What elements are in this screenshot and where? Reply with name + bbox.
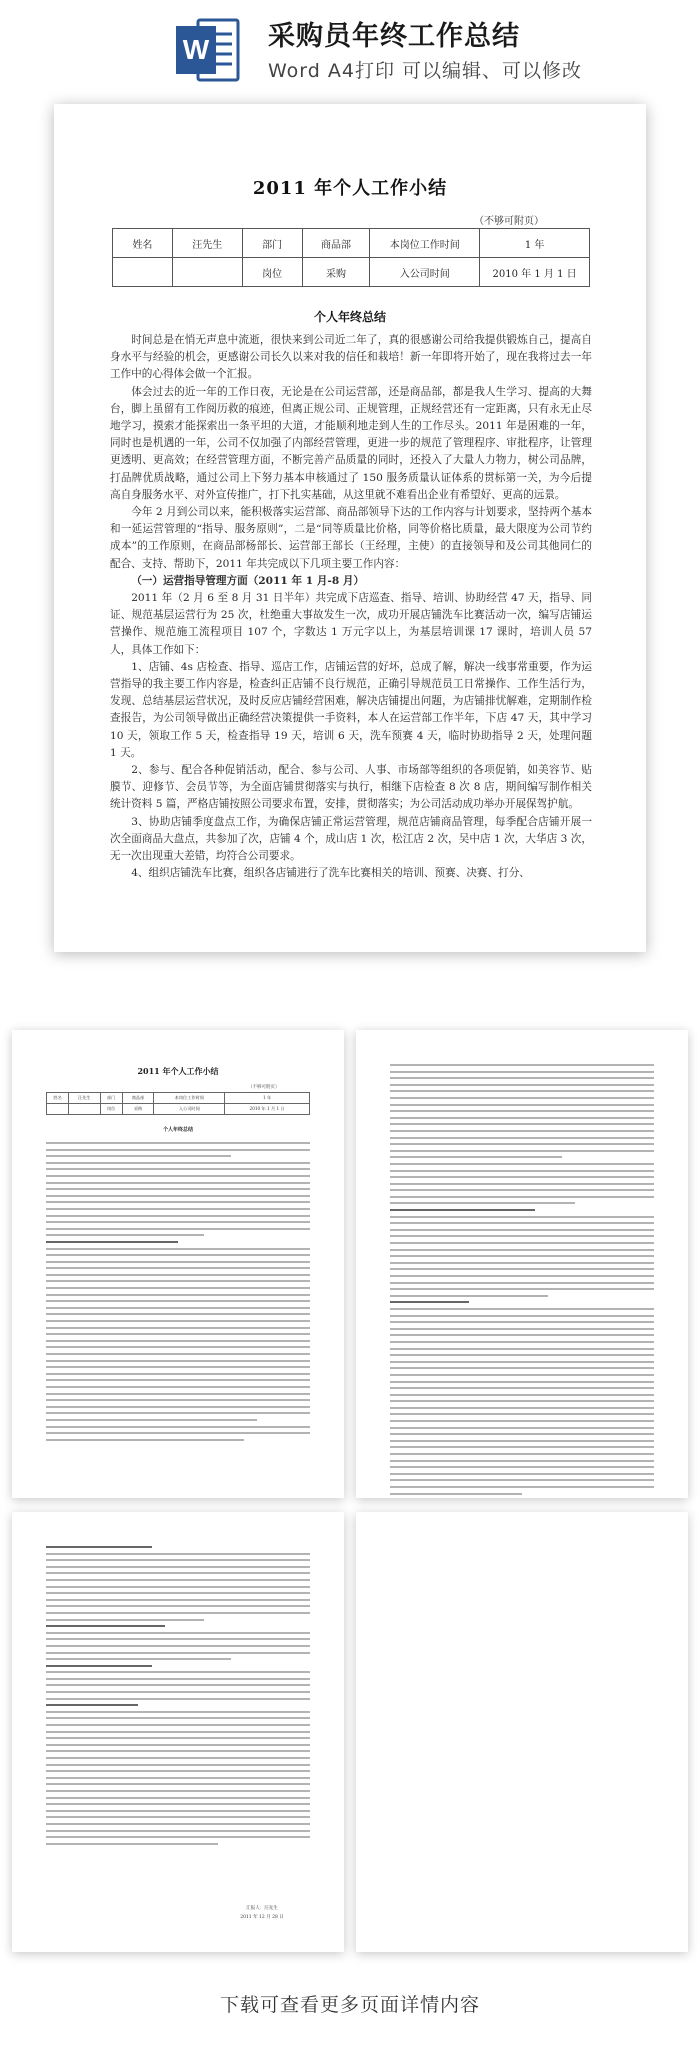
thumb-sign-date: 2011 年 12 月 28 日 [240, 1915, 284, 1920]
section-title: （一）运营指导管理方面（2011 年 1 月-8 月） [131, 574, 365, 587]
info-cell: 汪先生 [172, 229, 242, 258]
header-title: 采购员年终工作总结 [268, 21, 520, 52]
thumbnail-page-2[interactable] [356, 1030, 688, 1498]
info-table [112, 228, 590, 287]
paragraph: 2、参与、配合各种促销活动，配合、参与公司、人事、市场部等组织的各项促销，如美容节、贴膜节、迎修节、会员节等，为全面店铺贯彻落实与执行，相继下店检查 8 次 8 店，期间编写制作相关统计资料 5 篇，严格店铺按照公司要求布置，安排，贯彻落实；为公司活动成功举办开展保驾护航。 [110, 764, 592, 811]
thumb-text-lines [46, 1546, 310, 1849]
info-table-row [113, 258, 590, 287]
paragraph: 今年 2 月到公司以来，能积极落实运营部、商品部领导下达的工作内容与计划要求，坚持两个基本和一延运营管理的“指导、服务原则”，二是“同等质量比价格，同等价格比质量，最大限度为公司节约成本”的工作原则，在商品部杨部长、运营部王部长（王经理，主使）的直接领导和及公司其他同仁的配合、支持、帮助下，2011 年共完成以下几项主要工作内容： [110, 506, 592, 570]
header-subtitle: Word A4打印 可以编辑、可以修改 [268, 60, 583, 82]
info-cell: 姓名 [113, 229, 173, 258]
document-title: 2011 年个人工作小结 [252, 178, 448, 199]
thumb-signature [212, 1904, 312, 1922]
info-cell: 入公司时间 [370, 258, 480, 287]
footer-download-hint[interactable]: 下载可查看更多页面详情内容 [219, 1994, 480, 2016]
document-note: （不够可附页） [474, 216, 544, 227]
info-cell: 采购 [302, 258, 370, 287]
info-table-row [113, 229, 590, 258]
info-cell [172, 258, 242, 287]
info-cell: 1 年 [480, 229, 590, 258]
header [0, 0, 700, 96]
document-heading: 个人年终总结 [313, 310, 386, 324]
info-cell: 岗位 [242, 258, 302, 287]
paragraph: 2011 年（2 月 6 至 8 月 31 日半年）共完成下店巡查、指导、培训、协助经营 47 天，指导、同证、规范基层运营行为 25 次，杜绝重大事故发生一次，成功开展店铺洗车比赛活动一次，编写店铺运营操作、规范施工流程项目 107 个，字数达 1 万元字以上，为基层培训课 17 课时，培训人员 57 人，具体工作如下： [110, 592, 592, 656]
thumb-sign-name: 汇报人：汪先生 [246, 1906, 278, 1911]
paragraph: 时间总是在悄无声息中流逝，很快来到公司近二年了，真的很感谢公司给我提供锻炼自己，提高自身水平与经验的机会，更感谢公司长久以来对我的信任和栽培！新一年即将开始了，现在我将过去一年工作中的心得体会做一个汇报。 [110, 334, 592, 381]
thumb-note: （不够可附页） [248, 1085, 280, 1090]
word-document-icon [172, 14, 244, 86]
thumb-heading: 个人年终总结 [162, 1127, 193, 1133]
document-preview-page [54, 104, 646, 952]
thumbnail-page-1[interactable] [12, 1030, 344, 1498]
word-icon-letter: W [182, 34, 210, 65]
document-body [110, 332, 592, 883]
info-cell: 商品部 [302, 229, 370, 258]
paragraph: 4、组织店铺洗车比赛，组织各店铺进行了洗车比赛相关的培训、预赛、决赛、打分、 [131, 867, 530, 880]
info-cell: 部门 [242, 229, 302, 258]
thumb-title: 2011 年个人工作小结 [137, 1066, 219, 1076]
paragraph: 3、协助店铺季度盘点工作，为确保店铺正常运营管理，规范店铺商品管理，每季配合店铺开展一次全面商品大盘点，共参加了次，店铺 4 个，成山店 1 次，松江店 2 次，吴中店 1 次，大华店 3 次，无一次出现重大差错，均符合公司要求。 [110, 815, 592, 863]
info-cell: 2010 年 1 月 1 日 [480, 258, 590, 287]
thumbnail-page-4[interactable] [356, 1512, 688, 1952]
thumb-text-lines [46, 1142, 310, 1445]
info-cell: 本岗位工作时间 [370, 229, 480, 258]
thumb-info-table: 姓名 汪先生 部门 商品部 本岗位工作时间 1 年 岗位 采购 入公司时间 2010 年 1 月 1 日 [46, 1092, 310, 1115]
paragraph: 1、店铺、4s 店检查、指导、巡店工作，店铺运营的好坏，总成了解，解决一线事常重要，作为运营指导的我主要工作内容是，检查纠正店铺不良行规范，正确引导规范员工日常操作、工作生活行为，发现、总结基层运营状况，及时反应店铺经营困难，解决店铺提出问题，为店铺排忧解难，定期制作检查报告，为公司领导做出正确经营决策提供一手资料，本人在运营部工作半年，下店 47 天，其中学习 10 天，领取工作 5 天，检查指导 19 天，培训 6 天，洗车预赛 4 天，临时协助指导 2 天，处理问题 1 天。 [110, 660, 592, 759]
paragraph: 体会过去的近一年的工作日夜，无论是在公司运营部，还是商品部，都是我人生学习、提高的大舞台，脚上虽留有工作阅历救的痕迹，但离正规公司、正规管理，正规经营还有一定距离，只有永无止尽地学习，摸索才能探索出一条平坦的大道，才能顺利地走到人生的工作尽头。2011 年是困难的一年，同时也是机遇的一年，公司不仅加强了内部经营管理，更进一步的规范了管理程序、审批程序，让管理更透明、更高效；在经营管理方面，不断完善产品质量的同时，还投入了大量人力物力，树公司品牌，打品牌优质战略，通过公司上下努力基本申核通过了 150 服务质量认证体系的贯标第一关，为今后提高自身服务水平、对外宣传推广，打下扎实基础，从这里就不难看出企业有希望好、更高的远景。 [110, 385, 592, 501]
thumb-text-lines [390, 1064, 654, 1498]
info-cell [113, 258, 173, 287]
thumbnail-page-3[interactable] [12, 1512, 344, 1952]
